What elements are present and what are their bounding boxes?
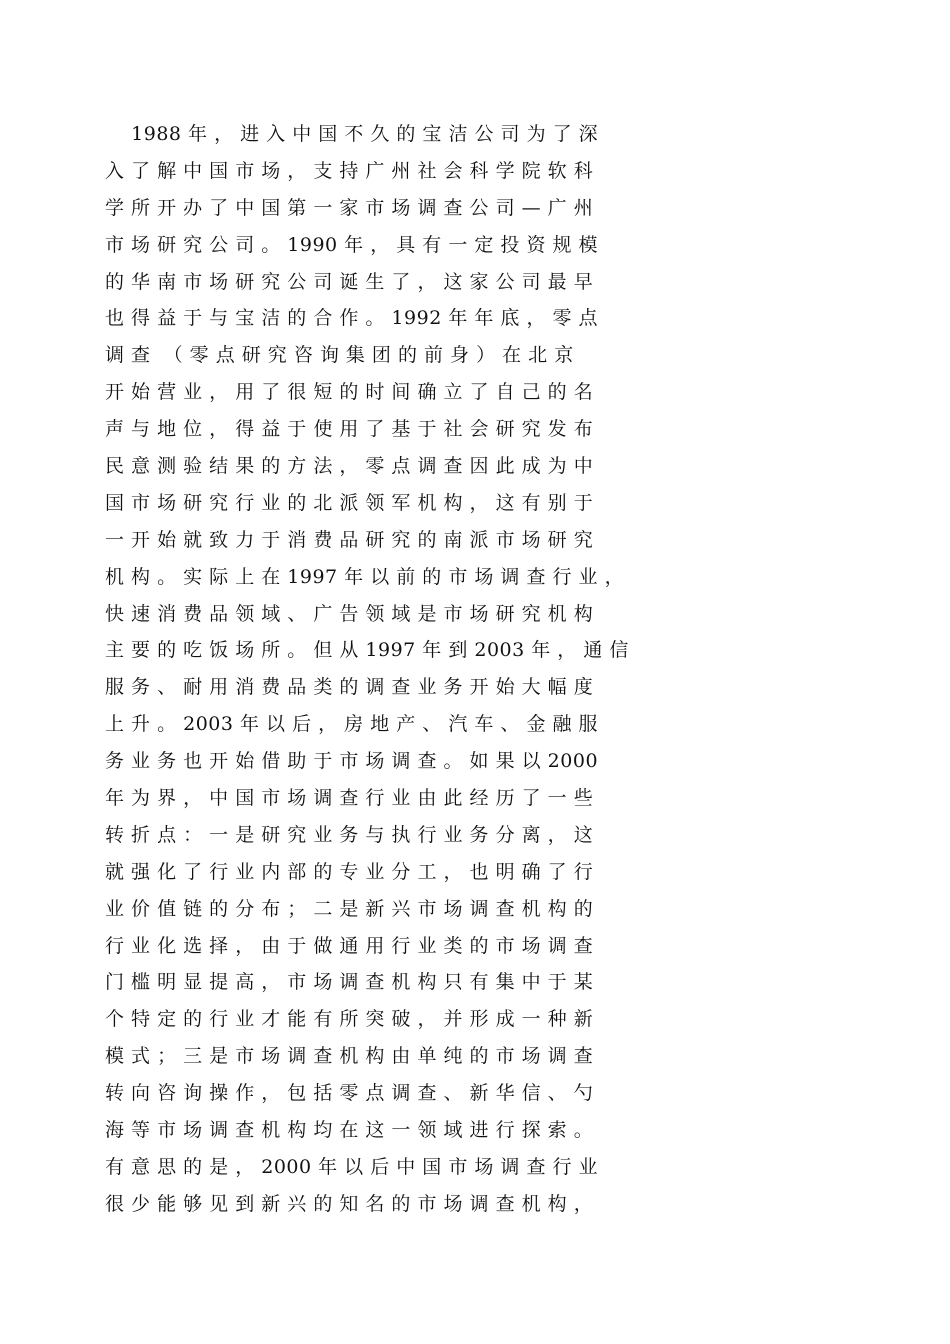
- text-line: 国 市 场 研 究 行 业 的 北 派 领 军 机 构 ， 这 有 别 于: [105, 491, 594, 514]
- text-line: 就 强 化 了 行 业 内 部 的 专 业 分 工 ， 也 明 确 了 行: [105, 860, 594, 883]
- text-line: 业 价 值 链 的 分 布 ； 二 是 新 兴 市 场 调 查 机 构 的: [105, 897, 594, 920]
- text-line: 快 速 消 费 品 领 域 、 广 告 领 域 是 市 场 研 究 机 构: [105, 602, 594, 625]
- text-line: 海 等 市 场 调 查 机 构 均 在 这 一 领 域 进 行 探 索 。: [105, 1119, 594, 1142]
- text-line: 有 意 思 的 是 ， 2000 年 以 后 中 国 市 场 调 查 行 业: [105, 1155, 599, 1178]
- text-line: 转 折 点 ： 一 是 研 究 业 务 与 执 行 业 务 分 离 ， 这: [105, 823, 594, 846]
- text-line: 调 查 （ 零 点 研 究 咨 询 集 团 的 前 身 ） 在 北 京: [105, 344, 574, 367]
- text-line: 市 场 研 究 公 司 。 1990 年 ， 具 有 一 定 投 资 规 模: [105, 233, 599, 256]
- text-line: 个 特 定 的 行 业 才 能 有 所 突 破 ， 并 形 成 一 种 新: [105, 1008, 594, 1031]
- text-line: 机 构 。 实 际 上 在 1997 年 以 前 的 市 场 调 查 行 业 ，: [105, 565, 625, 588]
- text-line: 门 槛 明 显 提 高 ， 市 场 调 查 机 构 只 有 集 中 于 某: [105, 971, 594, 994]
- text-line: 务 业 务 也 开 始 借 助 于 市 场 调 查 。 如 果 以 2000: [105, 750, 599, 773]
- text-line: 的 华 南 市 场 研 究 公 司 诞 生 了 ， 这 家 公 司 最 早: [105, 270, 594, 293]
- text-line: 转 向 咨 询 操 作 ， 包 括 零 点 调 查 、 新 华 信 、 勺: [105, 1082, 594, 1105]
- text-line: 行 业 化 选 择 ， 由 于 做 通 用 行 业 类 的 市 场 调 查: [105, 934, 594, 957]
- body-paragraph: [105, 116, 795, 1223]
- text-line: 开 始 营 业 ， 用 了 很 短 的 时 间 确 立 了 自 己 的 名: [105, 381, 594, 404]
- text-line: 1988 年 ， 进 入 中 国 不 久 的 宝 洁 公 司 为 了 深: [105, 123, 599, 145]
- text-line: 主 要 的 吃 饭 场 所 。 但 从 1997 年 到 2003 年 ， 通 信: [105, 639, 629, 662]
- text-line: 也 得 益 于 与 宝 洁 的 合 作 。 1992 年 年 底 ， 零 点: [105, 307, 599, 330]
- text-line: 声 与 地 位 ， 得 益 于 使 用 了 基 于 社 会 研 究 发 布: [105, 418, 594, 441]
- text-line: 一 开 始 就 致 力 于 消 费 品 研 究 的 南 派 市 场 研 究: [105, 528, 594, 551]
- text-line: 民 意 测 验 结 果 的 方 法 ， 零 点 调 查 因 此 成 为 中: [105, 455, 594, 478]
- text-line: 服 务 、 耐 用 消 费 品 类 的 调 查 业 务 开 始 大 幅 度: [105, 676, 594, 699]
- text-line: 入 了 解 中 国 市 场 ， 支 持 广 州 社 会 科 学 院 软 科: [105, 159, 594, 182]
- text-line: 学 所 开 办 了 中 国 第 一 家 市 场 调 查 公 司 — 广 州: [105, 196, 594, 219]
- text-line: 模 式 ； 三 是 市 场 调 查 机 构 由 单 纯 的 市 场 调 查: [105, 1045, 594, 1068]
- text-line: 很 少 能 够 见 到 新 兴 的 知 名 的 市 场 调 查 机 构 ，: [105, 1192, 594, 1215]
- text-line: 上 升 。 2003 年 以 后 ， 房 地 产 、 汽 车 、 金 融 服: [105, 713, 599, 736]
- text-line: 年 为 界 ， 中 国 市 场 调 查 行 业 由 此 经 历 了 一 些: [105, 787, 594, 810]
